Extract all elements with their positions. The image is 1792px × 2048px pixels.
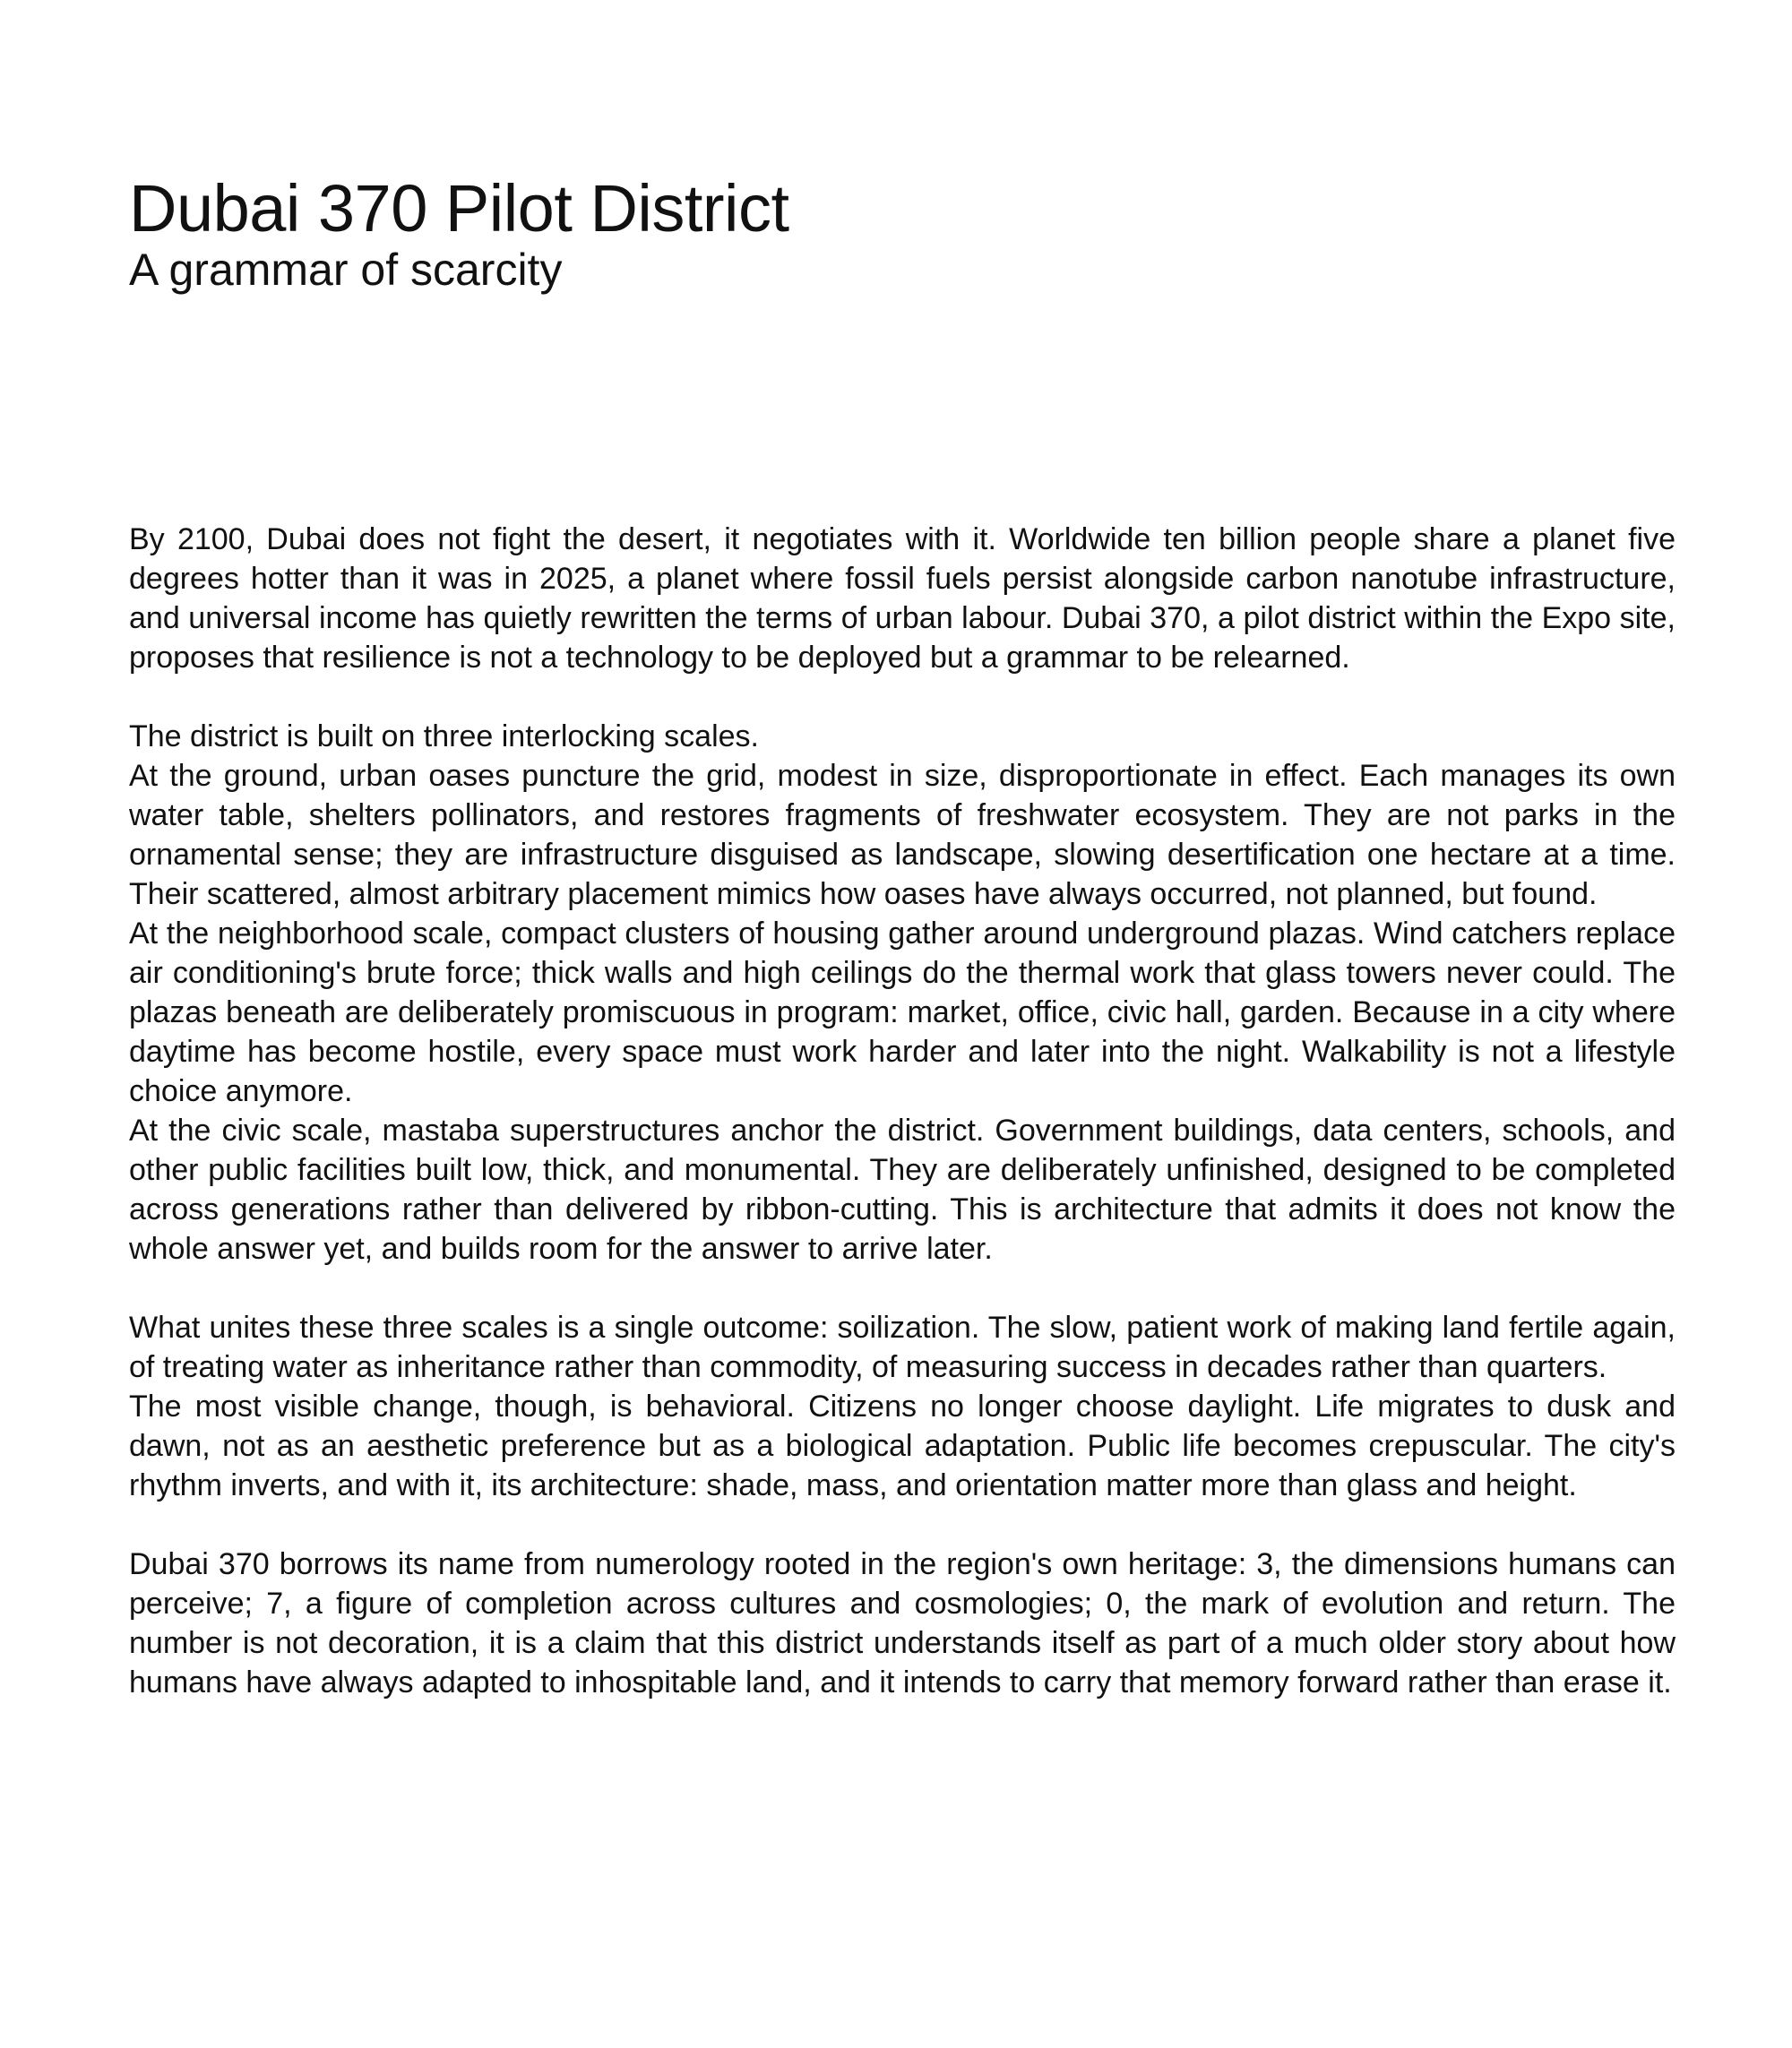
paragraph-soilization: What unites these three scales is a single outcome: soilization. The slow, patient work of making land fertile again, of treating water as inheritance rather than commodity, of measuring success in decades rather than quarters.: [129, 1311, 1676, 1384]
paragraph-gap: [129, 677, 1676, 717]
paragraph-scales-intro: The district is built on three interlocking scales.: [129, 719, 759, 753]
paragraph-neighborhood-scale: At the neighborhood scale, compact clusters of housing gather around underground plazas. Wind catchers replace air conditioning's brute force; thick walls and high ceilings do the thermal work that glass towers never could. The plazas beneath are deliberately promiscuous in program: market, office, civic hall, garden. Because in a city where daytime has become hostile, every space must work harder and later into the night. Walkability is not a lifestyle choice anymore.: [129, 916, 1676, 1108]
paragraph-behavioral-change: The most visible change, though, is behavioral. Citizens no longer choose daylight. Life migrates to dusk and dawn, not as an aesthetic preference but as a biological adaptation. Public life becomes crepuscular. The city's rhythm inverts, and with it, its architecture: shade, mass, and orientation matter more than glass and height.: [129, 1390, 1676, 1502]
page-subtitle: A grammar of scarcity: [129, 245, 563, 295]
paragraph-civic-scale: At the civic scale, mastaba superstructures anchor the district. Government buildings, data centers, schools, and other public facilities built low, thick, and monumental. They are deliberately unfinished, designed to be completed across generations rather than delivered by ribbon-cutting. This is architecture that admits it does not know the whole answer yet, and builds room for the answer to arrive later.: [129, 1114, 1676, 1266]
page-title: Dubai 370 Pilot District: [129, 171, 789, 245]
paragraph-gap: [129, 1269, 1676, 1308]
body-text: [129, 520, 1676, 1702]
paragraph-name-origin: Dubai 370 borrows its name from numerology rooted in the region's own heritage: 3, the dimensions humans can perceive; 7, a figure of completion across cultures and cosmologies; 0, the mark of evolution and return. The number is not decoration, it is a claim that this district understands itself as part of a much older story about how humans have always adapted to inhospitable land, and it intends to carry that memory forward rather than erase it.: [129, 1547, 1676, 1699]
paragraph-ground-scale: At the ground, urban oases puncture the grid, modest in size, disproportionate in effect. Each manages its own water table, shelters pollinators, and restores fragments of freshwater ecosystem. They are not parks in the ornamental sense; they are infrastructure disguised as landscape, slowing desertification one hectare at a time. Their scattered, almost arbitrary placement mimics how oases have always occurred, not planned, but found.: [129, 759, 1676, 911]
paragraph-gap: [129, 1505, 1676, 1545]
paragraph-intro: By 2100, Dubai does not fight the desert, it negotiates with it. Worldwide ten billion people share a planet five degrees hotter than it was in 2025, a planet where fossil fuels persist alongside carbon nanotube infrastructure, and universal income has quietly rewritten the terms of urban labour. Dubai 370, a pilot district within the Expo site, proposes that resilience is not a technology to be deployed but a grammar to be relearned.: [129, 522, 1676, 675]
